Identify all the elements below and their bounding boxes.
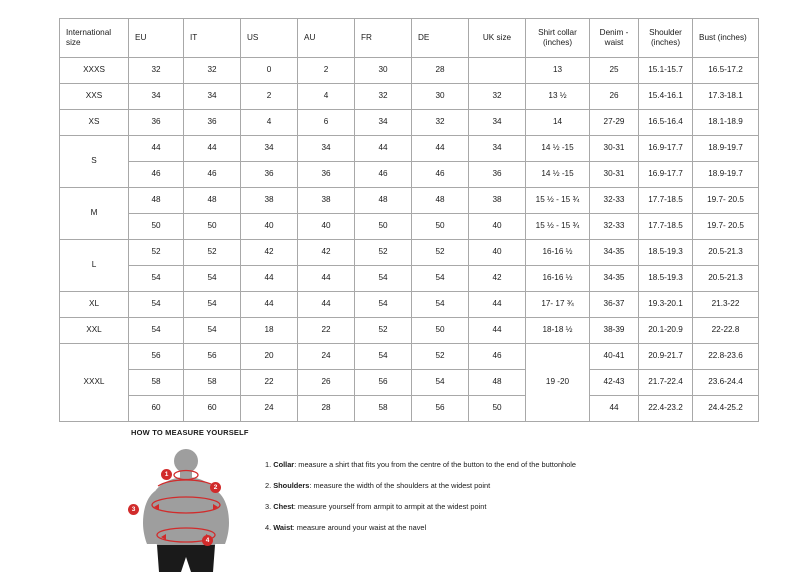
cell-denim: 40-41 [590, 344, 639, 370]
cell-collar: 15 ½ - 15 ¾ [526, 188, 590, 214]
cell-us: 42 [241, 240, 298, 266]
cell-au: 38 [298, 188, 355, 214]
size-label-cell: S [60, 136, 129, 188]
instruction-item [265, 523, 576, 533]
cell-bust: 21.3-22 [693, 292, 759, 318]
cell-eu: 44 [129, 136, 184, 162]
cell-eu: 54 [129, 266, 184, 292]
cell-fr: 56 [355, 370, 412, 396]
cell-au: 42 [298, 240, 355, 266]
cell-shoulder: 16.5-16.4 [639, 110, 693, 136]
cell-collar: 13 [526, 58, 590, 84]
cell-denim: 42-43 [590, 370, 639, 396]
cell-au: 4 [298, 84, 355, 110]
cell-it: 58 [184, 370, 241, 396]
instruction-item [265, 481, 576, 491]
instruction-number: 4. [265, 522, 272, 532]
cell-it: 54 [184, 292, 241, 318]
column-header-shirt-collar: Shirt collar (inches) [526, 19, 590, 58]
cell-it: 50 [184, 214, 241, 240]
cell-us: 4 [241, 110, 298, 136]
instruction-number: 2. [265, 480, 272, 490]
cell-fr: 52 [355, 240, 412, 266]
instruction-label: Shoulders [273, 480, 310, 490]
cell-de: 48 [412, 188, 469, 214]
table-body [60, 58, 759, 422]
how-to-measure-body [131, 447, 751, 572]
cell-de: 56 [412, 396, 469, 422]
cell-fr: 32 [355, 84, 412, 110]
size-label-cell: XXS [60, 84, 129, 110]
cell-us: 18 [241, 318, 298, 344]
cell-us: 36 [241, 162, 298, 188]
column-header-fr: FR [355, 19, 412, 58]
cell-collar: 19 -20 [526, 344, 590, 422]
cell-us: 20 [241, 344, 298, 370]
column-header-eu: EU [129, 19, 184, 58]
cell-denim: 34-35 [590, 266, 639, 292]
size-label-cell: XL [60, 292, 129, 318]
cell-uk: 40 [469, 214, 526, 240]
cell-eu: 34 [129, 84, 184, 110]
cell-de: 50 [412, 214, 469, 240]
cell-bust: 19.7- 20.5 [693, 214, 759, 240]
cell-it: 44 [184, 136, 241, 162]
cell-bust: 18.1-18.9 [693, 110, 759, 136]
cell-it: 52 [184, 240, 241, 266]
cell-shoulder: 20.9-21.7 [639, 344, 693, 370]
cell-shoulder: 17.7-18.5 [639, 188, 693, 214]
column-header-it: IT [184, 19, 241, 58]
cell-de: 54 [412, 266, 469, 292]
cell-bust: 20.5-21.3 [693, 240, 759, 266]
cell-au: 6 [298, 110, 355, 136]
cell-au: 24 [298, 344, 355, 370]
cell-shoulder: 15.4-16.1 [639, 84, 693, 110]
cell-fr: 44 [355, 136, 412, 162]
cell-fr: 50 [355, 214, 412, 240]
size-label-cell: XS [60, 110, 129, 136]
cell-denim: 27-29 [590, 110, 639, 136]
cell-au: 22 [298, 318, 355, 344]
cell-bust: 22-22.8 [693, 318, 759, 344]
cell-shoulder: 18.5-19.3 [639, 240, 693, 266]
table-row [60, 370, 759, 396]
cell-shoulder: 16.9-17.7 [639, 162, 693, 188]
cell-it: 46 [184, 162, 241, 188]
cell-uk: 40 [469, 240, 526, 266]
measurement-figure [131, 447, 251, 572]
measure-instructions-list [265, 447, 576, 544]
table-row [60, 188, 759, 214]
cell-collar: 13 ½ [526, 84, 590, 110]
cell-it: 48 [184, 188, 241, 214]
badge-waist: 4 [202, 535, 213, 546]
cell-uk: 42 [469, 266, 526, 292]
table-row [60, 136, 759, 162]
cell-shoulder: 17.7-18.5 [639, 214, 693, 240]
how-to-measure-section [131, 428, 751, 572]
cell-shoulder: 22.4-23.2 [639, 396, 693, 422]
cell-de: 44 [412, 136, 469, 162]
cell-eu: 52 [129, 240, 184, 266]
table-row [60, 318, 759, 344]
cell-uk: 50 [469, 396, 526, 422]
cell-collar: 18-18 ½ [526, 318, 590, 344]
cell-fr: 54 [355, 266, 412, 292]
cell-shoulder: 18.5-19.3 [639, 266, 693, 292]
cell-uk: 36 [469, 162, 526, 188]
cell-denim: 36-37 [590, 292, 639, 318]
cell-fr: 34 [355, 110, 412, 136]
cell-it: 54 [184, 266, 241, 292]
column-header-uk-size: UK size [469, 19, 526, 58]
cell-uk: 44 [469, 318, 526, 344]
table-row [60, 240, 759, 266]
cell-fr: 52 [355, 318, 412, 344]
cell-bust: 19.7- 20.5 [693, 188, 759, 214]
cell-de: 30 [412, 84, 469, 110]
badge-shoulders: 2 [210, 482, 221, 493]
cell-eu: 36 [129, 110, 184, 136]
body-diagram-icon [131, 447, 251, 572]
cell-de: 54 [412, 370, 469, 396]
cell-shoulder: 20.1-20.9 [639, 318, 693, 344]
table-row [60, 396, 759, 422]
cell-uk: 34 [469, 110, 526, 136]
cell-fr: 48 [355, 188, 412, 214]
cell-it: 34 [184, 84, 241, 110]
cell-us: 44 [241, 292, 298, 318]
cell-uk: 44 [469, 292, 526, 318]
column-header-international-size: International size [60, 19, 129, 58]
size-label-cell: XXXS [60, 58, 129, 84]
cell-au: 2 [298, 58, 355, 84]
cell-collar: 14 ½ -15 [526, 162, 590, 188]
column-header-shoulder: Shoulder (inches) [639, 19, 693, 58]
cell-denim: 30-31 [590, 162, 639, 188]
cell-us: 22 [241, 370, 298, 396]
cell-collar: 14 [526, 110, 590, 136]
cell-au: 40 [298, 214, 355, 240]
cell-bust: 18.9-19.7 [693, 136, 759, 162]
cell-it: 60 [184, 396, 241, 422]
cell-de: 52 [412, 344, 469, 370]
column-header-us: US [241, 19, 298, 58]
cell-eu: 60 [129, 396, 184, 422]
cell-eu: 32 [129, 58, 184, 84]
cell-fr: 54 [355, 344, 412, 370]
table-row [60, 110, 759, 136]
instruction-text: : measure the width of the shoulders at the widest point [309, 480, 491, 490]
cell-eu: 58 [129, 370, 184, 396]
cell-uk: 32 [469, 84, 526, 110]
cell-de: 50 [412, 318, 469, 344]
instruction-label: Waist [273, 522, 293, 532]
cell-de: 46 [412, 162, 469, 188]
cell-denim: 25 [590, 58, 639, 84]
cell-shoulder: 19.3-20.1 [639, 292, 693, 318]
cell-bust: 22.8-23.6 [693, 344, 759, 370]
instruction-text: : measure a shirt that fits you from the centre of the button to the end of the buttonhole [294, 460, 577, 469]
how-to-measure-title: HOW TO MEASURE YOURSELF [131, 428, 249, 437]
badge-collar: 1 [161, 469, 172, 480]
cell-bust: 18.9-19.7 [693, 162, 759, 188]
cell-fr: 46 [355, 162, 412, 188]
cell-collar: 16-16 ½ [526, 240, 590, 266]
cell-eu: 54 [129, 318, 184, 344]
cell-eu: 48 [129, 188, 184, 214]
cell-us: 0 [241, 58, 298, 84]
cell-shoulder: 21.7-22.4 [639, 370, 693, 396]
cell-de: 54 [412, 292, 469, 318]
cell-us: 38 [241, 188, 298, 214]
cell-denim: 32-33 [590, 214, 639, 240]
cell-denim: 30-31 [590, 136, 639, 162]
cell-bust: 23.6-24.4 [693, 370, 759, 396]
size-label-cell: M [60, 188, 129, 240]
cell-bust: 24.4-25.2 [693, 396, 759, 422]
instruction-text: : measure yourself from armpit to armpit at the widest point [293, 501, 487, 511]
cell-uk: 34 [469, 136, 526, 162]
table-header-row [60, 19, 759, 58]
table-row [60, 266, 759, 292]
cell-eu: 46 [129, 162, 184, 188]
cell-denim: 26 [590, 84, 639, 110]
table-row [60, 214, 759, 240]
cell-au: 34 [298, 136, 355, 162]
cell-au: 44 [298, 266, 355, 292]
table-row [60, 344, 759, 370]
cell-fr: 58 [355, 396, 412, 422]
cell-fr: 30 [355, 58, 412, 84]
cell-us: 24 [241, 396, 298, 422]
cell-us: 34 [241, 136, 298, 162]
cell-denim: 44 [590, 396, 639, 422]
cell-shoulder: 16.9-17.7 [639, 136, 693, 162]
cell-de: 32 [412, 110, 469, 136]
cell-it: 56 [184, 344, 241, 370]
cell-eu: 50 [129, 214, 184, 240]
cell-fr: 54 [355, 292, 412, 318]
cell-it: 54 [184, 318, 241, 344]
table-row [60, 58, 759, 84]
cell-it: 36 [184, 110, 241, 136]
size-label-cell: XXL [60, 318, 129, 344]
table-row [60, 84, 759, 110]
column-header-au: AU [298, 19, 355, 58]
instruction-number: 3. [265, 501, 272, 511]
cell-uk: 38 [469, 188, 526, 214]
cell-au: 26 [298, 370, 355, 396]
cell-uk [469, 58, 526, 84]
cell-collar: 14 ½ -15 [526, 136, 590, 162]
cell-us: 44 [241, 266, 298, 292]
cell-denim: 34-35 [590, 240, 639, 266]
cell-bust: 16.5-17.2 [693, 58, 759, 84]
cell-au: 28 [298, 396, 355, 422]
cell-collar: 16-16 ½ [526, 266, 590, 292]
table-header [60, 19, 759, 58]
table-row [60, 292, 759, 318]
cell-de: 52 [412, 240, 469, 266]
cell-de: 28 [412, 58, 469, 84]
size-label-cell: L [60, 240, 129, 292]
size-chart-table [59, 18, 759, 422]
cell-au: 44 [298, 292, 355, 318]
cell-eu: 54 [129, 292, 184, 318]
size-label-cell: XXXL [60, 344, 129, 422]
instruction-text: : measure around your waist at the navel [292, 522, 427, 532]
column-header-bust: Bust (inches) [693, 19, 759, 58]
cell-collar: 17- 17 ¾ [526, 292, 590, 318]
column-header-denim-waist: Denim - waist [590, 19, 639, 58]
cell-denim: 32-33 [590, 188, 639, 214]
cell-denim: 38-39 [590, 318, 639, 344]
instruction-label: Collar [273, 460, 295, 469]
instruction-item [265, 502, 576, 512]
cell-collar: 15 ½ - 15 ¾ [526, 214, 590, 240]
cell-au: 36 [298, 162, 355, 188]
cell-us: 40 [241, 214, 298, 240]
cell-bust: 20.5-21.3 [693, 266, 759, 292]
table-row [60, 162, 759, 188]
cell-shoulder: 15.1-15.7 [639, 58, 693, 84]
cell-it: 32 [184, 58, 241, 84]
cell-eu: 56 [129, 344, 184, 370]
cell-us: 2 [241, 84, 298, 110]
instruction-label: Chest [273, 501, 294, 511]
cell-uk: 46 [469, 344, 526, 370]
instruction-item [265, 460, 576, 470]
column-header-de: DE [412, 19, 469, 58]
instruction-number: 1. [265, 460, 272, 469]
cell-uk: 48 [469, 370, 526, 396]
cell-bust: 17.3-18.1 [693, 84, 759, 110]
badge-chest: 3 [128, 504, 139, 515]
